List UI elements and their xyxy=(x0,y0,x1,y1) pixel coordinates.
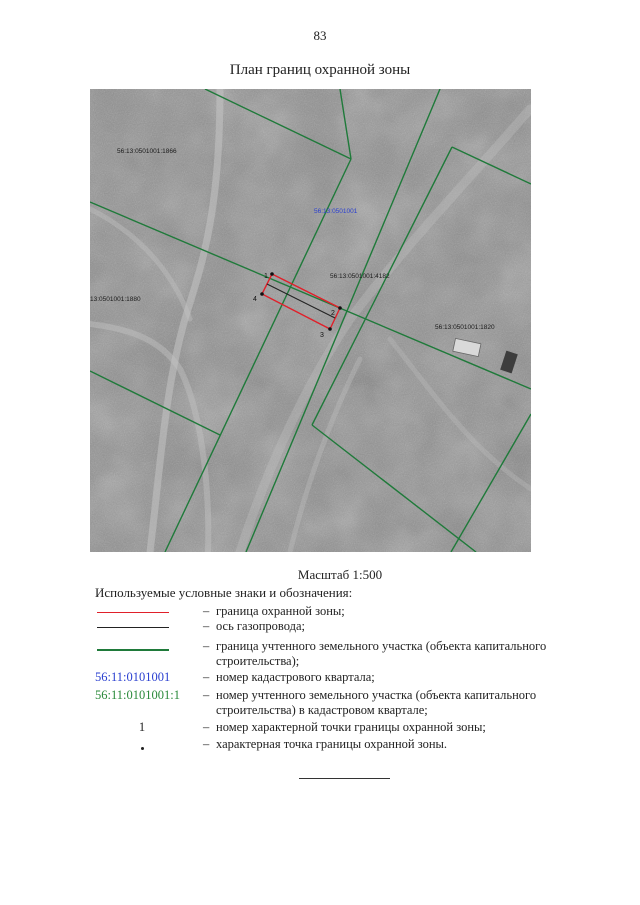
legend-text: граница охранной зоны; xyxy=(216,604,345,618)
parcel-label-4182: 56:13:0501001:4182 xyxy=(330,273,390,280)
parcel-label-1880: 13:0501001:1880 xyxy=(90,296,141,303)
point-label-1: 1 xyxy=(264,273,268,280)
legend-symbol-quarter-code: 56:11:0101001 xyxy=(95,670,171,684)
page-number: 83 xyxy=(313,28,327,43)
legend-text: номер учтенного земельного участка (объекта капитального строительства) в кадастровом квартале; xyxy=(216,688,537,717)
legend-symbol-parcel-code: 56:11:0101001:1 xyxy=(95,688,180,702)
point-label-4: 4 xyxy=(253,296,257,303)
map-scale: Масштаб 1:500 xyxy=(297,567,383,582)
boundary-map xyxy=(90,89,531,552)
legend-text: ось газопровода; xyxy=(216,619,306,633)
legend-dash: – xyxy=(203,639,210,653)
point-label-3: 3 xyxy=(320,332,324,339)
closing-rule xyxy=(299,778,390,779)
legend-dash: – xyxy=(203,670,210,684)
legend-dash: – xyxy=(203,737,210,751)
point-label-2: 2 xyxy=(331,310,335,317)
legend-text: номер характерной точки границы охранной зоны; xyxy=(216,720,486,734)
quarter-label: 56:13:0501001 xyxy=(314,208,358,215)
legend-dash: – xyxy=(203,720,210,734)
legend-dash: – xyxy=(203,688,210,702)
legend-text: характерная точка границы охранной зоны. xyxy=(216,737,448,751)
parcel-label-1866: 56:13:0501001:1866 xyxy=(117,148,177,155)
legend-text: номер кадастрового квартала; xyxy=(216,670,375,684)
legend-text: граница учтенного земельного участка (объекта капитального строительства); xyxy=(216,639,547,668)
legend-title: Используемые условные знаки и обозначения: xyxy=(95,585,353,600)
legend-dash: – xyxy=(203,604,210,618)
legend-dash: – xyxy=(203,619,210,633)
parcel-label-1820: 56:13:0501001:1820 xyxy=(435,324,495,331)
page-title: План границ охранной зоны xyxy=(229,62,411,78)
legend-symbol-number: 1 xyxy=(138,720,146,734)
map-canvas xyxy=(90,89,531,552)
